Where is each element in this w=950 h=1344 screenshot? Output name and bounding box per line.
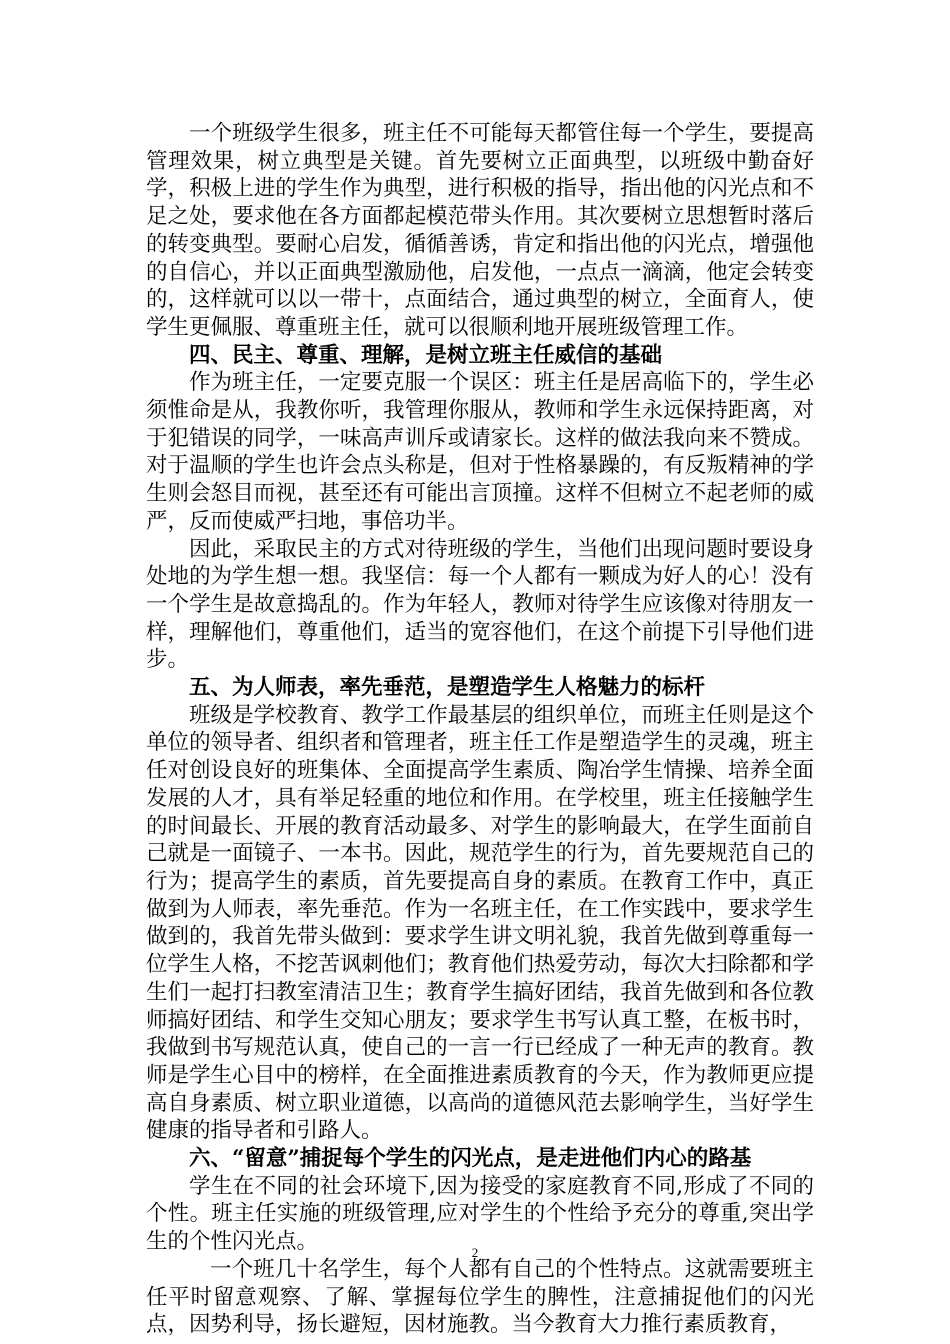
paragraph-typical-students: 一个班级学生很多，班主任不可能每天都管住每一个学生，要提高管理效果，树立典型是关键。首先要树立正面典型，以班级中勤奋好学，积极上进的学生作为典型，进行积极的指导，指出他的闪光点和不足之处，要求他在各方面都起模范带头作用。其次要树立思想暂时落后的转变典型。要耐心启发，循循善诱，肯定和指出他的闪光点，增强他的自信心，并以正面典型激励他，启发他，一点点一滴滴，他定会转变的，这样就可以以一带十，点面结合，通过典型的树立，全面育人，使学生更佩服、尊重班主任，就可以很顺利地开展班级管理工作。 (146, 121, 814, 340)
paragraph-democratic-approach: 因此，采取民主的方式对待班级的学生，当他们出现问题时要设身处地的为学生想一想。我坚信：每一个人都有一颗成为好人的心！没有一个学生是故意捣乱的。作为年轻人，教师对待学生应该像对待朋友一样，理解他们，尊重他们，适当的宽容他们，在这个前提下引导他们进步。 (146, 536, 814, 673)
paragraph-role-model: 班级是学校教育、教学工作最基层的组织单位，而班主任则是这个单位的领导者、组织者和管理者，班主任工作是塑造学生的灵魂，班主任对创设良好的班集体、全面提高学生素质、陶冶学生情操、培养全面发展的人才，具有举足轻重的地位和作用。在学校里，班主任接触学生的时间最长、开展的教育活动最多、对学生的影响最大，在学生面前自己就是一面镜子、一本书。因此，规范学生的行为，首先要规范自己的行为；提高学生的素质，首先要提高自身的素质。在教育工作中，真正做到为人师表，率先垂范。作为一名班主任，在工作实践中，要求学生做到的，我首先带头做到：要求学生讲文明礼貌，我首先做到尊重每一位学生人格，不挖苦讽刺他们；教育他们热爱劳动，每次大扫除都和学生们一起打扫教室清洁卫生；教育学生搞好团结，我首先做到和各位教师搞好团结、和学生交知心朋友；要求学生书写认真工整，在板书时，我做到书写规范认真，使自己的一言一行已经成了一种无声的教育。教师是学生心目中的榜样，在全面推进素质教育的今天，作为教师更应提高自身素质、树立职业道德，以高尚的道德风范去影响学生，当好学生健康的指导者和引路人。 (146, 702, 814, 1144)
page-number: 2 (471, 1245, 479, 1260)
section-heading-4: 四、民主、尊重、理解，是树立班主任威信的基础 (189, 342, 663, 368)
paragraph-individuality: 学生在不同的社会环境下,因为接受的家庭教育不同,形成了不同的个性。班主任实施的班级管理,应对学生的个性给予充分的尊重,突出学生的个性闪光点。 (146, 1173, 814, 1255)
section-heading-6: 六、“留意”捕捉每个学生的闪光点，是走进他们内心的路基 (189, 1146, 752, 1172)
paragraph-observe-students: 一个班几十名学生，每个人都有自己的个性特点。这就需要班主任平时留意观察、了解、掌握每位学生的脾性，注意捕捉他们的闪光点，因势利导，扬长避短，因材施教。当今教育大力推行素质教育， (146, 1256, 814, 1338)
document-body (146, 120, 814, 1339)
section-heading-5: 五、为人师表，率先垂范，是塑造学生人格魅力的标杆 (189, 675, 706, 701)
paragraph-avoid-misconception: 作为班主任，一定要克服一个误区：班主任是居高临下的，学生必须惟命是从，我教你听，我管理你服从，教师和学生永远保持距离，对于犯错误的同学，一味高声训斥或请家长。这样的做法我向来不赞成。对于温顺的学生也许会点头称是，但对于性格暴躁的，有反叛精神的学生则会怒目而视，甚至还有可能出言顶撞。这样不但树立不起老师的威严，反而使威严扫地，事倍功半。 (146, 370, 814, 534)
